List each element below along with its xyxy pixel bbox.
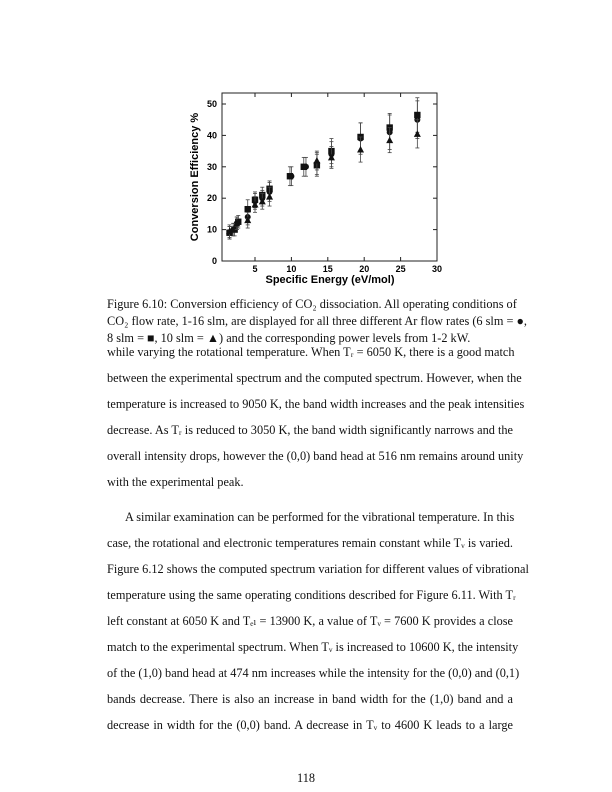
square-marker <box>414 112 420 118</box>
data-point-triangle <box>357 137 364 162</box>
triangle-marker <box>386 137 393 144</box>
x-axis-label: Specific Energy (eV/mol) <box>265 274 395 286</box>
triangle-marker <box>313 157 320 164</box>
text-line: of the (1,0) band head at 474 nm increases while the intensity for the (0,0) and (0,1) <box>107 666 520 680</box>
triangle-marker <box>414 130 421 137</box>
y-tick-label: 30 <box>206 161 217 172</box>
paragraph-1 <box>107 339 525 495</box>
y-tick-label: 10 <box>206 224 217 235</box>
x-tick-label: 10 <box>286 264 297 274</box>
text-line: with the experimental peak. <box>107 475 244 489</box>
conversion-efficiency-chart <box>180 88 450 288</box>
x-tick-label: 15 <box>322 264 333 274</box>
y-tick-label: 40 <box>206 130 217 141</box>
triangle-marker <box>266 193 273 200</box>
y-tick-label: 0 <box>211 256 217 266</box>
x-tick-label: 30 <box>431 264 443 274</box>
text-line: temperature using the same operating conditions described for Figure 6.11. With Tᵣ <box>107 588 516 602</box>
text-line: bands decrease. There is also an increase in band width for the (1,0) band and a <box>107 692 513 706</box>
data-point-triangle <box>414 120 421 148</box>
triangle-marker <box>357 146 364 153</box>
square-marker <box>287 173 293 179</box>
page-number: 118 <box>297 771 315 785</box>
data-point-triangle <box>244 212 251 228</box>
text-line: decrease. As Tᵣ is reduced to 3050 K, the band width significantly narrows and the <box>107 423 513 437</box>
y-tick-label: 50 <box>206 99 217 109</box>
text-line: Figure 6.12 shows the computed spectrum variation for different values of vibrational <box>107 562 529 576</box>
caption-line: 8 slm = ■, 10 slm = ▲) and the corresponding power levels from 1-2 kW. <box>107 331 471 345</box>
y-tick-label: 20 <box>206 193 217 204</box>
text-line: temperature is increased to 9050 K, the band width increases and the peak intensities <box>107 397 525 411</box>
data-point-square <box>287 167 293 186</box>
text-line: while varying the rotational temperature. When Tᵣ = 6050 K, there is a good match <box>107 345 515 359</box>
square-marker <box>301 164 307 170</box>
text-line: A similar examination can be performed for the vibrational temperature. In this <box>125 510 515 524</box>
text-line: decrease in width for the (0,0) band. A decrease in Tᵥ to 4600 K leads to a large <box>107 718 513 732</box>
text-line: overall intensity drops, however the (0,0) band head at 516 nm remains around unity <box>107 449 524 463</box>
y-axis-label: Conversion Efficiency % <box>189 112 201 242</box>
text-line: case, the rotational and electronic temperatures remain constant while Tᵥ is varied. <box>107 536 513 550</box>
caption-line: CO₂ flow rate, 1-16 slm, are displayed for all three different Ar flow rates (6 slm = ●, <box>107 314 528 328</box>
text-line: between the experimental spectrum and the computed spectrum. However, when the <box>107 371 522 385</box>
paragraph-2 <box>107 504 529 738</box>
x-tick-label: 20 <box>359 264 370 274</box>
text-line: left constant at 6050 K and Tₑₗ = 13900 K, a value of Tᵥ = 7600 K provides a close <box>107 614 513 628</box>
x-tick-label: 5 <box>252 264 258 274</box>
caption-line: Figure 6.10: Conversion efficiency of CO₂ dissociation. All operating conditions of <box>107 297 517 311</box>
plot-frame <box>222 93 437 261</box>
x-tick-label: 25 <box>395 264 406 274</box>
square-marker <box>245 206 251 212</box>
text-line: match to the experimental spectrum. When Tᵥ is increased to 10600 K, the intensity <box>107 640 519 654</box>
